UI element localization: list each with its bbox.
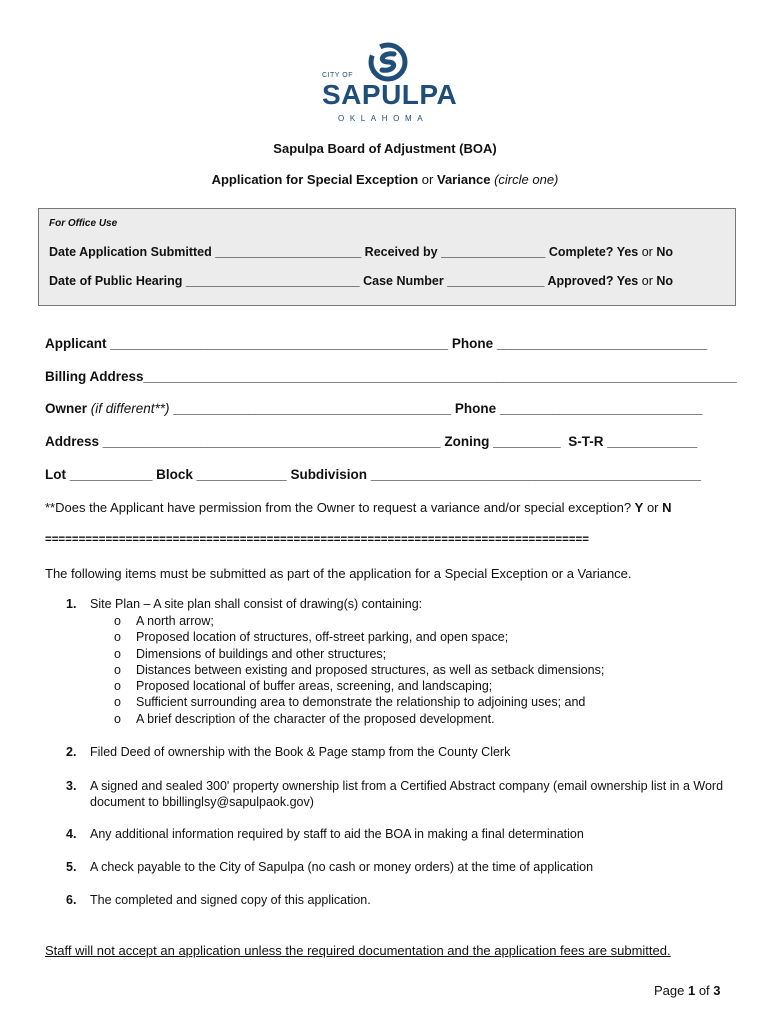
- item-text: Any additional information required by staff to aid the BOA in making a final determination: [90, 827, 584, 841]
- site-plan-item-text: Proposed location of structures, off-street parking, and open space;: [136, 630, 509, 645]
- office-row2-no: No: [656, 274, 673, 288]
- logo-city-of: CITY OF: [322, 72, 353, 79]
- site-plan-item: [114, 694, 604, 710]
- site-plan-item: [114, 662, 604, 678]
- staff-notice: Staff will not accept an application unless the required documentation and the application fees are submitted.: [45, 943, 671, 958]
- city-s-emblem-icon: [368, 42, 408, 82]
- site-plan-item-text: Distances between existing and proposed structures, as well as setback dimensions;: [136, 662, 605, 677]
- permission-text: **Does the Applicant have permission from the Owner to request a variance and/or special exception?: [45, 500, 635, 515]
- requirement-item-6: [66, 893, 730, 907]
- site-plan-item-text: Proposed locational of buffer areas, screening, and landscaping;: [136, 679, 493, 694]
- site-plan-item: [114, 613, 604, 629]
- item-text: The completed and signed copy of this application.: [90, 893, 371, 907]
- bullet: o: [114, 614, 121, 628]
- bullet: o: [114, 630, 121, 645]
- item-number: 5.: [66, 860, 77, 874]
- requirement-item-2: [66, 745, 730, 759]
- page-of: of: [695, 983, 714, 998]
- requirement-item-4: [66, 827, 730, 841]
- bullet: o: [114, 695, 121, 710]
- item-number: 2.: [66, 745, 77, 759]
- site-plan-item: [114, 678, 604, 694]
- separator-line: =================================================================================: [45, 534, 589, 546]
- office-row-submitted: [49, 245, 673, 259]
- page-label: Page: [654, 983, 688, 998]
- item-text: Filed Deed of ownership with the Book & Page stamp from the County Clerk: [90, 745, 511, 759]
- office-row1-or: or: [638, 245, 657, 259]
- item-number: 6.: [66, 893, 77, 907]
- item-text: Site Plan – A site plan shall consist of drawing(s) containing:: [90, 597, 423, 611]
- page-indicator: [654, 983, 721, 998]
- logo-city-name: SAPULPA: [322, 79, 458, 110]
- site-plan-item: [114, 646, 604, 662]
- owner-blank-phone: _____________________________________ Phone ___________________________: [169, 401, 703, 416]
- item-text: A check payable to the City of Sapulpa (no cash or money orders) at the time of application: [90, 860, 594, 874]
- office-row2-or: or: [638, 274, 657, 288]
- site-plan-item-text: A north arrow;: [136, 614, 214, 628]
- permission-question: [45, 500, 672, 515]
- site-plan-item-text: Sufficient surrounding area to demonstrate the relationship to adjoining uses; and: [136, 695, 586, 710]
- office-use-label: For Office Use: [49, 218, 118, 229]
- subtitle-variance: Variance: [436, 172, 495, 187]
- owner-phone-field[interactable]: [45, 401, 703, 416]
- applicant-phone-field[interactable]: Applicant _____________________________________________ Phone ____________________________: [45, 336, 708, 351]
- requirement-item-1: [66, 597, 730, 611]
- item-number: 3.: [66, 779, 77, 793]
- bullet: o: [114, 711, 121, 726]
- item-number: 1.: [66, 597, 77, 611]
- billing-address-field[interactable]: Billing Address_______________________________________________________________________________: [45, 369, 737, 384]
- permission-yes[interactable]: Y: [634, 500, 644, 515]
- document-title: Sapulpa Board of Adjustment (BOA): [273, 141, 497, 156]
- document-subtitle: [0, 172, 770, 187]
- logo-state: OKLAHOMA: [338, 114, 429, 123]
- site-plan-item-text: A brief description of the character of the proposed development.: [136, 711, 495, 726]
- owner-if-different: (if different**): [90, 401, 170, 416]
- page-current: 1: [687, 983, 696, 998]
- item-number: 4.: [66, 827, 77, 841]
- office-row1-no: No: [656, 245, 673, 259]
- subtitle-circle-one: (circle one): [494, 172, 559, 187]
- bullet: o: [114, 646, 121, 661]
- site-plan-item-text: Dimensions of buildings and other structures;: [136, 646, 387, 661]
- office-row-hearing: [49, 274, 673, 288]
- permission-or: or: [643, 500, 663, 515]
- permission-no[interactable]: N: [662, 500, 672, 515]
- site-plan-item: [114, 711, 604, 727]
- office-use-box: [38, 208, 736, 306]
- office-row2-text: Date of Public Hearing _________________________ Case Number ______________ Approved? Yes: [49, 274, 639, 288]
- requirements-intro: The following items must be submitted as part of the application for a Special Exception or a Variance.: [45, 566, 632, 581]
- item-text: A signed and sealed 300' property ownership list from a Certified Abstract company (email ownership list in a Word document to bbillinglsy@sapulpaok.gov): [90, 779, 724, 809]
- subtitle-or: or: [418, 172, 437, 187]
- subtitle-special-exception: Application for Special Exception: [211, 172, 419, 187]
- lot-block-subdivision-field[interactable]: Lot ___________ Block ____________ Subdivision ____________________________________________: [45, 467, 702, 482]
- office-row1-text: Date Application Submitted _____________________ Received by _______________ Complete? Yes: [49, 245, 639, 259]
- address-zoning-str-field[interactable]: Address _____________________________________________ Zoning _________ S-T-R ____________: [45, 434, 698, 449]
- bullet: o: [114, 662, 121, 677]
- page-total: 3: [713, 983, 721, 998]
- requirement-item-5: [66, 860, 730, 874]
- owner-label: Owner: [45, 401, 91, 416]
- bullet: o: [114, 679, 121, 694]
- site-plan-item: [114, 629, 604, 645]
- requirement-item-3: [66, 778, 730, 810]
- site-plan-list: [114, 613, 604, 727]
- city-logo: [312, 42, 462, 128]
